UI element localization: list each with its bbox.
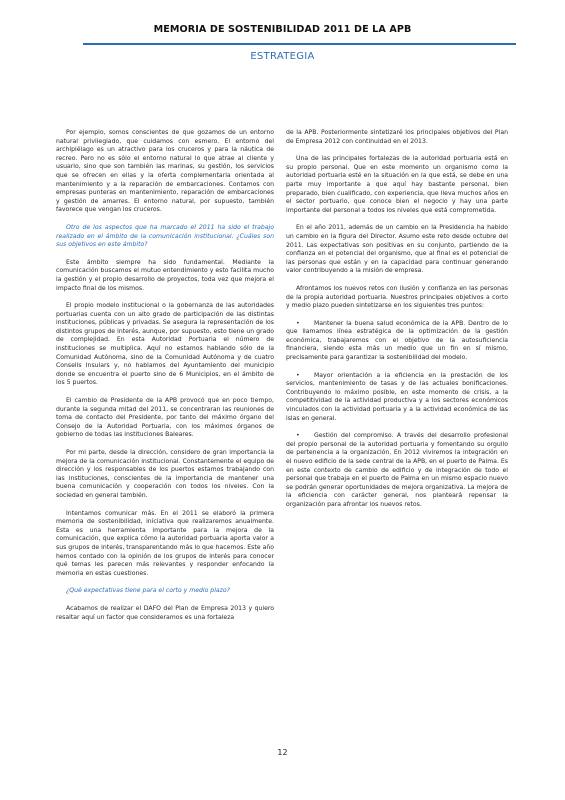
paragraph: Acabamos de realizar el DAFO del Plan de Empresa 2013 y quiero resaltar aquí un factor que consideramos es una fortaleza — [56, 604, 274, 621]
section-title: ESTRATEGIA — [250, 51, 315, 62]
paragraph: El cambio de Presidente de la APB provocó que en poco tiempo, durante la segunda mitad del 2011, se concentraran las reuniones de toma de contacto del Presidente, por tanto del máximo órgano del Consejo de la Autoridad Portuaria, con los máximos órganos de gobierno de todas las instituciones Baleares. — [56, 397, 274, 439]
paragraph: Intentamos comunicar más. En el 2011 se elaboró la primera memoria de sostenibilidad, iniciativa que realizaremos anualmente. Esta es una herramienta importante para la mejora de la comunicación, que explica cómo la autoridad portuaria aporta valor a sus grupos de interés, transparentando más lo que hacemos. Este año hemos contado con la opinión de los grupos de interés para conocer qué temas les parecen más relevantes y responder enfocando la memoria en estas cuestiones. — [56, 509, 274, 577]
paragraph: Por ejemplo, somos conscientes de que gozamos de un entorno natural privilegiado, que cuidamos con esmero. El entorno del archipiélago es un atractivo para los cruceros y para la náutica de recreo. Pero no es sólo el entorno natural lo que atrae al cliente y usuario, sino que son también las marinas, su gestión, los servicios que se ofrecen en ellas y la oferta complementaria orientada al mantenimiento y a la reparación de embarcaciones. Contamos con empresas punteras en mantenimiento, reparación de embarcaciones y gestión de amarres. El entorno natural, por supuesto, también favorece que vengan los cruceros. — [56, 129, 274, 214]
bullet-icon: • — [296, 371, 300, 379]
bullet-text: Mantener la buena salud económica de la APB. Dentro de lo que llamamos línea estratégica de la optimización de la gestión económica, trabajaremos con el objetivo de la autosuficiencia financiera, siendo esta más un medio que un fin en sí mismo, precisamente para garantizar la sostenibilidad del modelo. — [286, 319, 508, 362]
page-number: 12 — [277, 748, 288, 757]
bullet-item — [286, 432, 508, 509]
paragraph: En el año 2011, además de un cambio en la Presidencia ha habido un cambio en la figura del Director. Asumo este reto desde octubre del 2011. Las expectativas son positivas en su conjunto, partiendo de la confianza en el potencial del organismo, que al final es el potencial de las personas que están y en la capacidad para continuar generando valor contribuyendo a la misión de empresa. — [286, 224, 508, 275]
document-header-title: MEMORIA DE SOSTENIBILIDAD 2011 DE LA APB — [153, 24, 412, 35]
paragraph: Este ámbito siempre ha sido fundamental. Mediante la comunicación buscamos el mutuo entendimiento y esto facilita mucho la gestión y el propio desarrollo de proyectos, toda vez que mejora el impacto final de los mismos. — [56, 258, 274, 292]
bullet-text: Mayor orientación a la eficiencia en la prestación de los servicios, mantenimiento de tasas y de las actuales bonificaciones. Contribuyendo lo máximo posible, en este momento de crisis, a la competitividad de la actividad productiva y a los sectores económicos vinculados con la actividad portuaria y a la actividad económica de las islas en general. — [286, 371, 508, 422]
header-divider — [83, 43, 516, 45]
bullet-icon: • — [296, 432, 300, 440]
bullet-item — [286, 372, 508, 424]
bullet-item — [286, 320, 508, 363]
paragraph: Afrontamos los nuevos retos con ilusión y confianza en las personas de la propia autoridad portuaria. Nuestros principales objetivos a corto y medio plazo pueden sintetizarse en los siguientes tres puntos: — [286, 284, 508, 310]
bullet-icon: • — [296, 319, 300, 327]
bullet-text: Gestión del compromiso. A través del desarrollo profesional del propio personal de la autoridad portuaria y fomentando su orgullo de pertenencia a la organización. En 2012 viviremos la integración en el nuevo edificio de la sede central de la APB, en el puerto de Palma. Es en este contexto de cambio de edificio y de integración de todo el personal que trabaja en el puerto de Palma en un mismo espacio nuevo se podrán generar oportunidades de mejora organizativa. La mejora de la eficiencia con carácter general, nos planteará repensar la organización para afrontar los nuevos retos. — [286, 432, 508, 508]
paragraph: El propio modelo institucional o la gobernanza de las autoridades portuarias cuenta con un alto grado de participación de las distintas instituciones, públicas y privadas. Se asegura la representación de los distintos grupos de interés, aunque, por supuesto, esto tiene un grado de complejidad. En esta Autoridad Portuaria el número de instituciones se multiplica. Aquí no estamos hablando sólo de la Comunidad Autónoma, sino de la Comunidad Autónoma y de cuatro Consells Insulars y, no hablamos del Ayuntamiento del municipio donde se encuentra el puerto sino de 6 Municipios, en el ámbito de los 5 puertos. — [56, 302, 274, 387]
right-column — [286, 129, 508, 519]
left-column — [56, 129, 274, 631]
paragraph: Una de las principales fortalezas de la autoridad portuaria está en su propio personal. Que en este momento un organismo como la autoridad portuaria esté en la situación en la que está, se debe en una parte muy importante a que aquí hay bastante personal, bien preparado, bien cualificado, con experiencia, que lleva muchos años en el sector portuario, que conoce bien el negocio y hay una parte importante del personal a todos los niveles que está comprometida. — [286, 155, 508, 214]
interview-question: Otro de los aspectos que ha marcado el 2011 ha sido el trabajo realizado en el ámbito de la comunicación institucional. ¿Cuáles son sus objetivos en este ámbito? — [56, 223, 274, 249]
paragraph: Por mi parte, desde la dirección, considero de gran importancia la mejora de la comunicación institucional. Constantemente el equipo de dirección y los responsables de los puertos estamos trabajando con las instituciones, conscientes de la importancia de mantener una buena comunicación y cooperación con todos los niveles. Con la sociedad en general también. — [56, 449, 274, 499]
paragraph-continued: de la APB. Posteriormente sintetizaré los principales objetivos del Plan de Empresa 2012 con continuidad en el 2013. — [286, 129, 508, 145]
interview-question: ¿Qué expectativas tiene para el corto y medio plazo? — [66, 587, 230, 595]
